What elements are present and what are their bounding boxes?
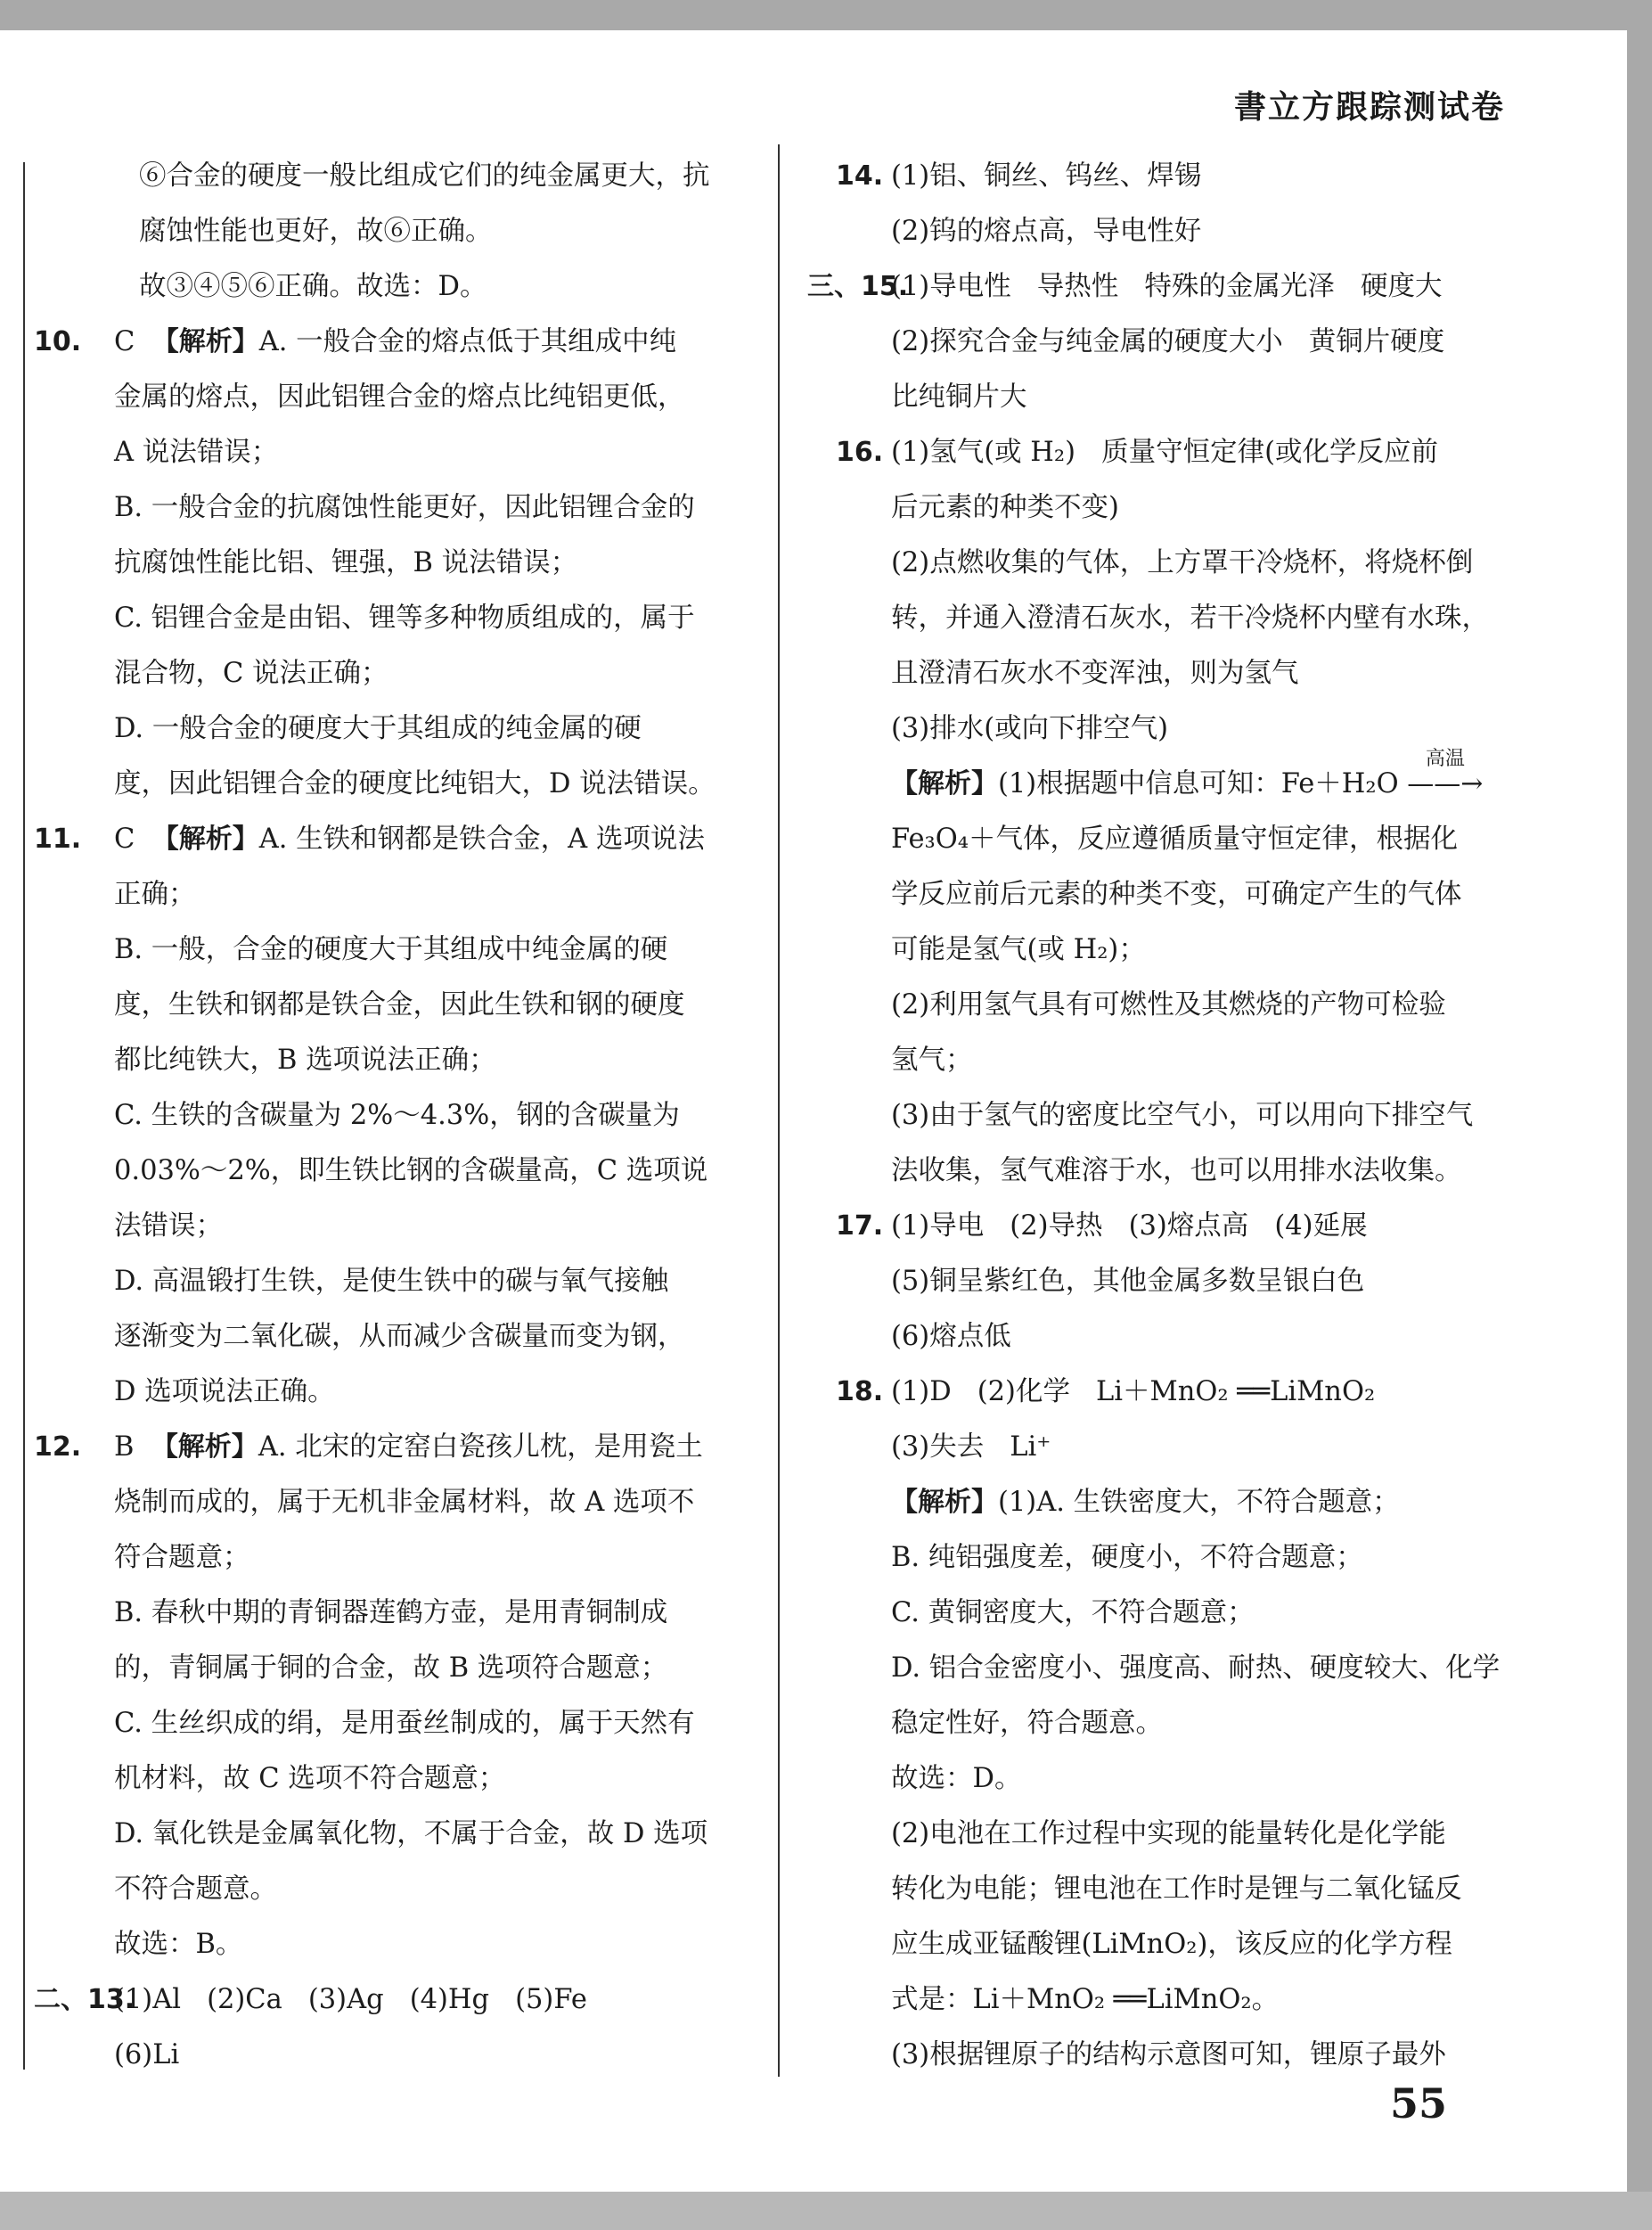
question-number: 二、13. bbox=[34, 1984, 135, 2015]
line-text: C. 生丝织成的绢，是用蚕丝制成的，属于天然有 bbox=[114, 1708, 695, 1739]
answer-line bbox=[891, 204, 1515, 259]
answer-line bbox=[836, 1199, 1515, 1254]
line-text: 故③④⑤⑥正确。故选：D。 bbox=[139, 271, 487, 302]
line-text: 比纯铜片大 bbox=[891, 381, 1027, 413]
page-number: 55 bbox=[1390, 2079, 1448, 2128]
line-text: B. 一般，合金的硬度大于其组成中纯金属的硬 bbox=[114, 934, 668, 965]
answer-line bbox=[891, 370, 1515, 425]
reaction-arrow: 高温 ——→ bbox=[1407, 757, 1483, 812]
answer-line bbox=[114, 922, 756, 978]
answer-line bbox=[891, 646, 1515, 701]
line-text: A. 北宋的定窑白瓷孩儿枕，是用瓷土 bbox=[258, 1431, 703, 1463]
line-text: C. 铝锂合金是由铝、锂等多种物质组成的，属于 bbox=[114, 603, 695, 634]
answer-line bbox=[836, 1365, 1515, 1420]
answer-line bbox=[34, 1972, 756, 2028]
line-text: 故选：D。 bbox=[891, 1763, 1022, 1794]
answer-line bbox=[891, 1144, 1515, 1199]
line-text: 氢气； bbox=[891, 1045, 973, 1076]
answer-line bbox=[114, 480, 756, 536]
answer-line bbox=[891, 812, 1515, 867]
analysis-tag: 【解析】 bbox=[151, 1431, 258, 1463]
line-text: 逐渐变为二氧化碳，从而减少含碳量而变为钢， bbox=[114, 1321, 685, 1352]
line-text: D. 氧化铁是金属氧化物，不属于合金，故 D 选项 bbox=[114, 1818, 708, 1849]
line-text: (2)点燃收集的气体，上方罩干冷烧杯，将烧杯倒 bbox=[891, 547, 1474, 578]
answer-line bbox=[114, 1254, 756, 1309]
answer-choice: C bbox=[114, 326, 152, 357]
line-text: 学反应前后元素的种类不变，可确定产生的气体 bbox=[891, 879, 1462, 910]
left-margin-rule bbox=[23, 162, 25, 2070]
line-text: 可能是氢气(或 H₂)； bbox=[891, 934, 1146, 965]
answer-line bbox=[114, 2028, 756, 2083]
line-text: 抗腐蚀性能比铝、锂强，B 说法错误； bbox=[114, 547, 578, 578]
line-text: (1)Al (2)Ca (3)Ag (4)Hg (5)Fe bbox=[114, 1984, 587, 2015]
question-number: 18. bbox=[836, 1376, 884, 1407]
line-text: (1)铝、铜丝、钨丝、焊锡 bbox=[891, 160, 1202, 192]
page-header-title: 書立方跟踪测试卷 bbox=[1233, 89, 1505, 126]
line-text: (1)根据题中信息可知：Fe＋H₂O bbox=[998, 768, 1408, 799]
line-text: A. 一般合金的熔点低于其组成中纯 bbox=[258, 326, 677, 357]
answer-line bbox=[114, 1641, 756, 1696]
answer-line bbox=[114, 591, 756, 646]
line-text: 后元素的种类不变) bbox=[891, 492, 1119, 523]
answer-line bbox=[891, 867, 1515, 922]
line-text: A. 生铁和钢都是铁合金，A 选项说法 bbox=[258, 824, 705, 855]
line-text: 腐蚀性能也更好，故⑥正确。 bbox=[139, 216, 493, 247]
line-text: (2)电池在工作过程中实现的能量转化是化学能 bbox=[891, 1818, 1446, 1849]
question-number: 三、15. bbox=[807, 271, 909, 302]
line-text: 烧制而成的，属于无机非金属材料，故 A 选项不 bbox=[114, 1487, 695, 1518]
answer-line bbox=[114, 1696, 756, 1751]
line-text: 法错误； bbox=[114, 1210, 223, 1242]
answer-line bbox=[114, 204, 756, 259]
line-text: 不符合题意。 bbox=[114, 1873, 277, 1905]
line-text: 度，因此铝锂合金的硬度比纯铝大，D 说法错误。 bbox=[114, 768, 716, 799]
answer-line bbox=[34, 315, 756, 370]
analysis-tag: 【解析】 bbox=[151, 326, 259, 357]
line-text: (1)导电 (2)导热 (3)熔点高 (4)延展 bbox=[891, 1210, 1368, 1242]
line-text: B. 纯铝强度差，硬度小，不符合题意； bbox=[891, 1542, 1363, 1573]
question-number: 14. bbox=[836, 160, 884, 192]
answer-line bbox=[891, 591, 1515, 646]
line-text: (1)A. 生铁密度大，不符合题意； bbox=[998, 1487, 1400, 1518]
reaction-condition: 高温 bbox=[1425, 748, 1465, 770]
line-text: (2)利用氢气具有可燃性及其燃烧的产物可检验 bbox=[891, 989, 1446, 1021]
line-text: 度，生铁和钢都是铁合金，因此生铁和钢的硬度 bbox=[114, 989, 685, 1021]
answer-line bbox=[114, 536, 756, 591]
line-text: (2)探究合金与纯金属的硬度大小 黄铜片硬度 bbox=[891, 326, 1445, 357]
answer-line bbox=[114, 1862, 756, 1917]
answer-line bbox=[891, 1254, 1515, 1309]
line-text: C. 黄铜密度大，不符合题意； bbox=[891, 1597, 1255, 1628]
line-text: D 选项说法正确。 bbox=[114, 1376, 335, 1407]
answer-line bbox=[891, 1641, 1515, 1696]
line-text: 的，青铜属于铜的合金，故 B 选项符合题意； bbox=[114, 1652, 668, 1684]
line-text: Fe₃O₄＋气体，反应遵循质量守恒定律，根据化 bbox=[891, 824, 1459, 855]
line-text: (5)铜呈紫红色，其他金属多数呈银白色 bbox=[891, 1266, 1365, 1297]
answer-line bbox=[114, 1475, 756, 1530]
line-text: (3)排水(或向下排空气) bbox=[891, 713, 1169, 744]
answer-line bbox=[891, 1972, 1515, 2028]
line-text: (1)D (2)化学 Li＋MnO₂ ══LiMnO₂ bbox=[891, 1376, 1376, 1407]
line-text: 故选：B。 bbox=[114, 1929, 243, 1960]
answer-line bbox=[114, 1309, 756, 1365]
answer-line bbox=[891, 1309, 1515, 1365]
line-text: (6)熔点低 bbox=[891, 1321, 1011, 1352]
answer-line bbox=[891, 1751, 1515, 1807]
analysis-tag: 【解析】 bbox=[891, 1487, 998, 1518]
answer-line bbox=[891, 1696, 1515, 1751]
answer-line bbox=[34, 812, 756, 867]
answer-line bbox=[891, 1807, 1515, 1862]
answer-line bbox=[891, 748, 1515, 812]
answer-line bbox=[114, 1033, 756, 1088]
line-text: (3)由于氢气的密度比空气小，可以用向下排空气 bbox=[891, 1100, 1474, 1131]
answer-line bbox=[114, 757, 756, 812]
answer-line bbox=[891, 2028, 1515, 2083]
answer-line bbox=[891, 922, 1515, 978]
line-text: 都比纯铁大，B 选项说法正确； bbox=[114, 1045, 496, 1076]
answer-line bbox=[807, 259, 1515, 315]
answer-line bbox=[836, 425, 1515, 480]
answer-line bbox=[114, 1917, 756, 1972]
line-text: (3)失去 Li⁺ bbox=[891, 1431, 1051, 1463]
answer-line bbox=[891, 1862, 1515, 1917]
line-text: (1)导电性 导热性 特殊的金属光泽 硬度大 bbox=[891, 271, 1443, 302]
answer-line bbox=[114, 978, 756, 1033]
question-number: 10. bbox=[34, 326, 82, 357]
question-number: 17. bbox=[836, 1210, 884, 1242]
answer-line bbox=[891, 1586, 1515, 1641]
answer-line bbox=[114, 149, 756, 204]
answer-line bbox=[891, 1475, 1515, 1530]
answer-line bbox=[114, 1586, 756, 1641]
line-text: (3)根据锂原子的结构示意图可知，锂原子最外 bbox=[891, 2039, 1446, 2070]
question-number: 16. bbox=[836, 437, 884, 468]
column-divider bbox=[778, 144, 780, 2077]
line-text: 金属的熔点，因此铝锂合金的熔点比纯铝更低， bbox=[114, 381, 685, 413]
answer-line bbox=[114, 646, 756, 701]
line-text: D. 铝合金密度小、强度高、耐热、硬度较大、化学 bbox=[891, 1652, 1501, 1684]
answer-line bbox=[891, 315, 1515, 370]
answer-line bbox=[114, 1088, 756, 1144]
line-text: 符合题意； bbox=[114, 1542, 250, 1573]
line-text: 正确； bbox=[114, 879, 196, 910]
answer-line bbox=[891, 1530, 1515, 1586]
line-text: 法收集，氢气难溶于水，也可以用排水法收集。 bbox=[891, 1155, 1462, 1186]
line-text: A 说法错误； bbox=[114, 437, 279, 468]
line-text: B. 春秋中期的青铜器莲鹤方壶，是用青铜制成 bbox=[114, 1597, 668, 1628]
answer-line bbox=[114, 259, 756, 315]
question-number: 12. bbox=[34, 1431, 82, 1463]
answer-line bbox=[114, 1365, 756, 1420]
line-text: (1)氢气(或 H₂) 质量守恒定律(或化学反应前 bbox=[891, 437, 1439, 468]
line-text: 转，并通入澄清石灰水，若干冷烧杯内壁有水珠， bbox=[891, 603, 1489, 634]
answer-line bbox=[891, 1420, 1515, 1475]
answer-choice: C bbox=[114, 824, 152, 855]
line-text: (6)Li bbox=[114, 2039, 180, 2070]
line-text: ⑥合金的硬度一般比组成它们的纯金属更大，抗 bbox=[139, 160, 710, 192]
answer-line bbox=[891, 1088, 1515, 1144]
answer-line bbox=[891, 1033, 1515, 1088]
left-column bbox=[34, 149, 756, 2083]
line-text: 混合物，C 说法正确； bbox=[114, 658, 388, 689]
line-text: B. 一般合金的抗腐蚀性能更好，因此铝锂合金的 bbox=[114, 492, 695, 523]
line-text: 稳定性好，符合题意。 bbox=[891, 1708, 1163, 1739]
scan-border bbox=[0, 2192, 1652, 2230]
answer-line bbox=[114, 1530, 756, 1586]
line-text: 转化为电能；锂电池在工作时是锂与二氧化锰反 bbox=[891, 1873, 1462, 1905]
line-text: 且澄清石灰水不变浑浊，则为氢气 bbox=[891, 658, 1299, 689]
answer-line bbox=[34, 1420, 756, 1475]
answer-line bbox=[114, 1751, 756, 1807]
answer-line bbox=[114, 1199, 756, 1254]
answer-line bbox=[114, 1144, 756, 1199]
answer-line bbox=[114, 370, 756, 425]
line-text: 式是：Li＋MnO₂ ══LiMnO₂。 bbox=[891, 1984, 1280, 2015]
line-text: D. 高温锻打生铁，是使生铁中的碳与氧气接触 bbox=[114, 1266, 669, 1297]
answer-line bbox=[891, 480, 1515, 536]
line-text: 机材料，故 C 选项不符合题意； bbox=[114, 1763, 506, 1794]
answer-line bbox=[114, 867, 756, 922]
answer-line bbox=[114, 701, 756, 757]
line-text: 应生成亚锰酸锂(LiMnO₂)，该反应的化学方程 bbox=[891, 1929, 1452, 1960]
right-column bbox=[807, 149, 1515, 2083]
line-text: (2)钨的熔点高，导电性好 bbox=[891, 216, 1202, 247]
answer-line bbox=[891, 536, 1515, 591]
answer-line bbox=[114, 1807, 756, 1862]
analysis-tag: 【解析】 bbox=[151, 824, 259, 855]
answer-choice: B bbox=[114, 1431, 151, 1463]
question-number: 11. bbox=[34, 824, 82, 855]
analysis-tag: 【解析】 bbox=[891, 768, 998, 799]
line-text: D. 一般合金的硬度大于其组成的纯金属的硬 bbox=[114, 713, 642, 744]
line-text: C. 生铁的含碳量为 2%～4.3%，钢的含碳量为 bbox=[114, 1100, 680, 1131]
answer-line bbox=[114, 425, 756, 480]
answer-line bbox=[891, 1917, 1515, 1972]
answer-line bbox=[836, 149, 1515, 204]
line-text: 0.03%～2%，即生铁比钢的含碳量高，C 选项说 bbox=[114, 1155, 708, 1186]
answer-line bbox=[891, 978, 1515, 1033]
